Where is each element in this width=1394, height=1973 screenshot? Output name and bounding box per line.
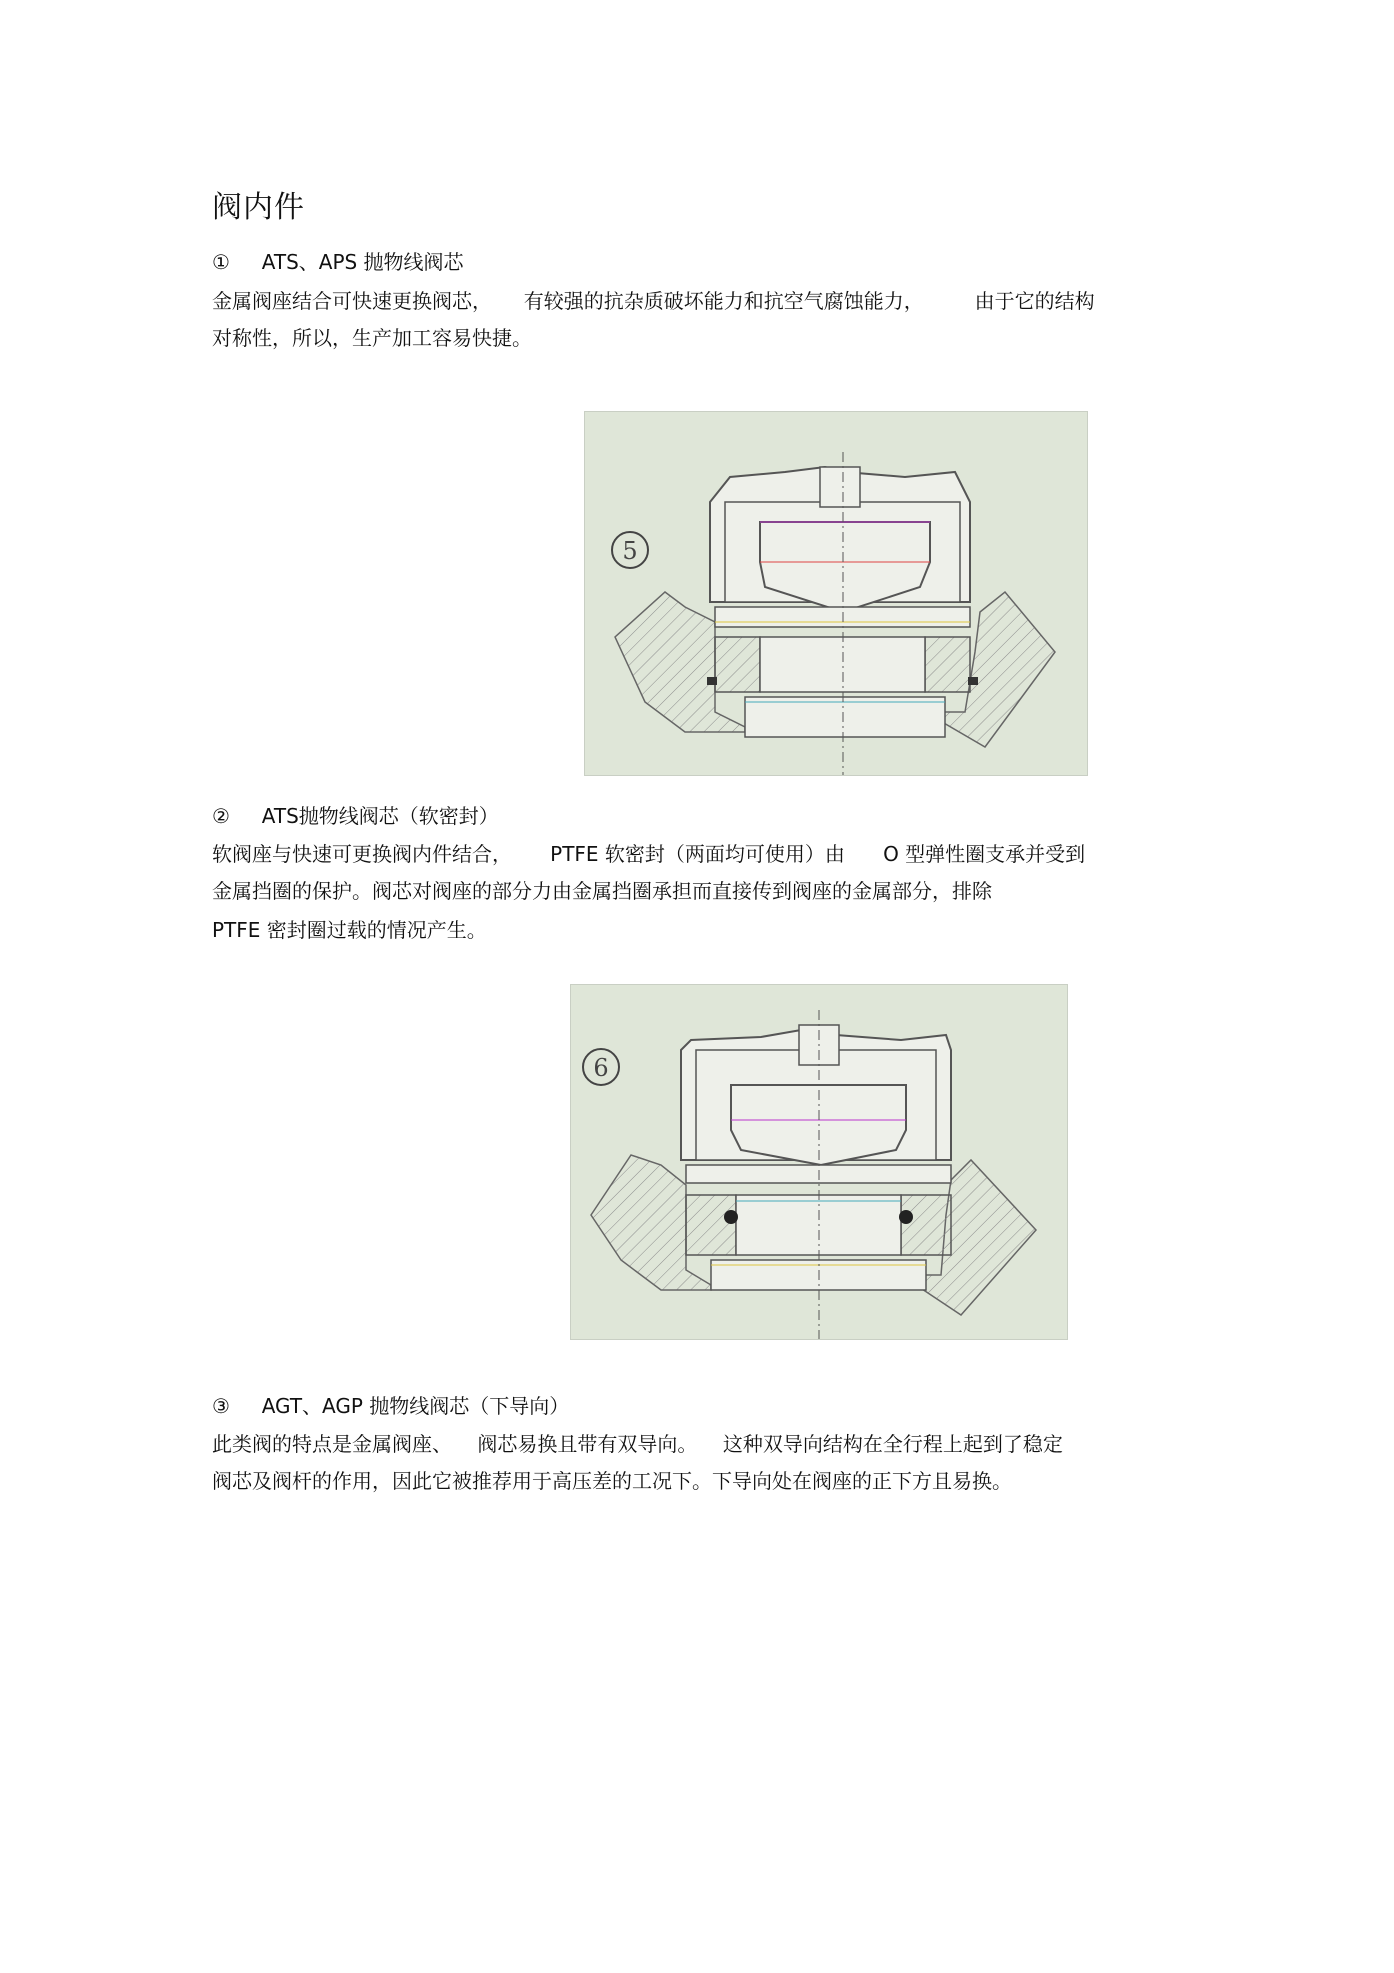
page-title: 阀内件	[212, 190, 305, 225]
section-1-line-1: 金属阀座结合可快速更换阀芯， 有较强的抗杂质破坏能力和抗空气腐蚀能力， 由于它的结构	[212, 289, 1095, 313]
section-3-line-1: 此类阀的特点是金属阀座、 阀芯易换且带有双导向。 这种双导向结构在全行程上起到了稳定	[212, 1432, 1063, 1456]
figure-5-number: 5	[622, 537, 638, 565]
section-2-line-3: PTFE 密封圈过载的情况产生。	[212, 918, 487, 942]
section-3-line-2: 阀芯及阀杆的作用，因此它被推荐用于高压差的工况下。下导向处在阀座的正下方且易换。	[212, 1469, 1012, 1493]
section-3-heading: ③ AGT、AGP 抛物线阀芯（下导向）	[212, 1394, 570, 1418]
section-2-line-2: 金属挡圈的保护。阀芯对阀座的部分力由金属挡圈承担而直接传到阀座的金属部分，排除	[212, 879, 992, 903]
valve-trim-figure-6	[570, 984, 1068, 1340]
section-1-line-2: 对称性，所以，生产加工容易快捷。	[212, 326, 532, 350]
figure-6-number: 6	[593, 1054, 609, 1082]
section-1-heading: ① ATS、APS 抛物线阀芯	[212, 250, 464, 274]
valve-trim-figure-5	[584, 411, 1088, 776]
section-2-heading: ② ATS抛物线阀芯（软密封）	[212, 804, 499, 828]
section-2-line-1: 软阀座与快速可更换阀内件结合， PTFE 软密封（两面均可使用）由 O 型弹性圈支承并受到	[212, 842, 1086, 866]
